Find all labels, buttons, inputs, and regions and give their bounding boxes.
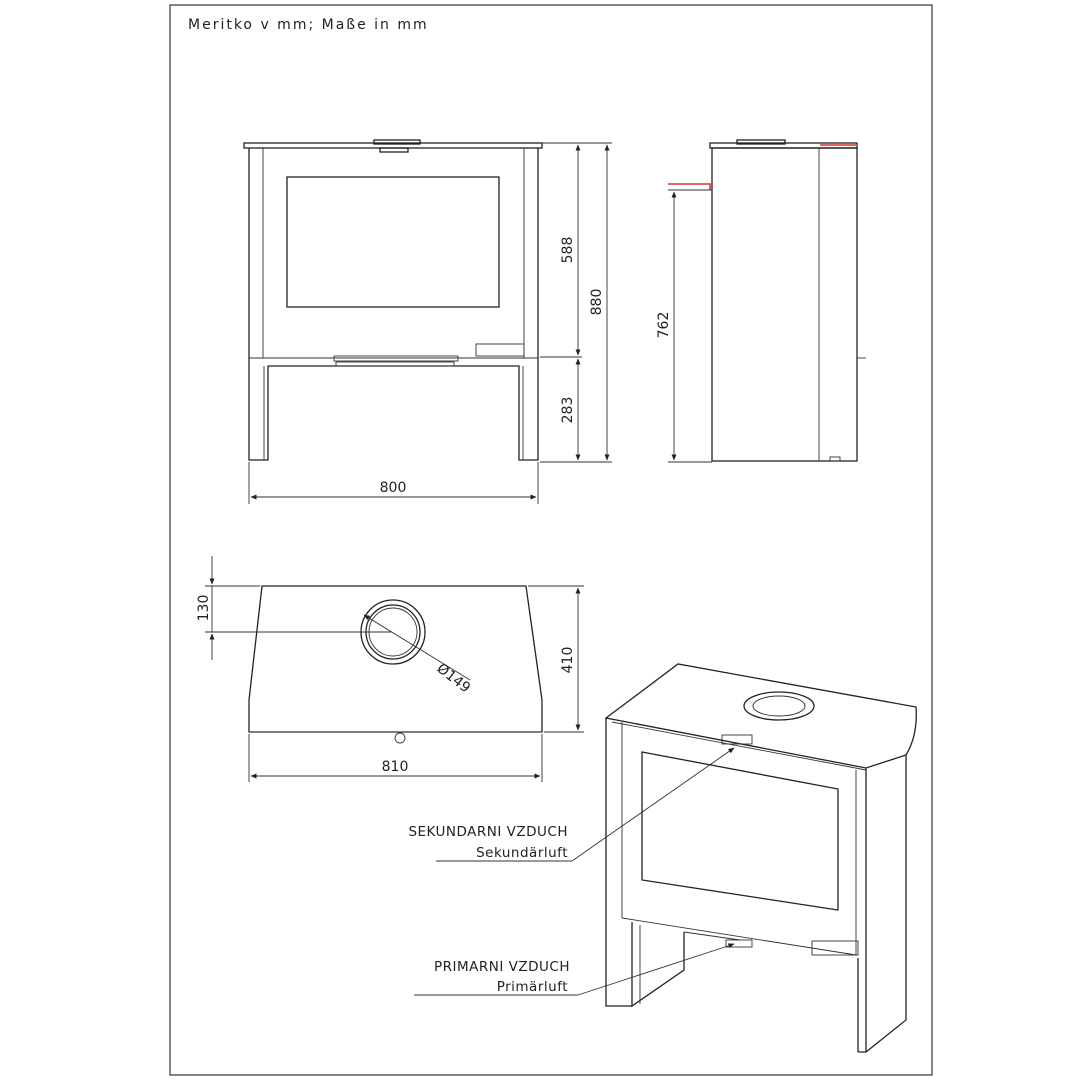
- secondary-air-label-cz: SEKUNDARNI VZDUCH: [408, 824, 568, 840]
- flue-diameter-label: Ø149: [433, 660, 474, 697]
- isometric-view: [408, 664, 916, 1052]
- top-view: [196, 556, 584, 782]
- front-leg-height-label: 283: [560, 396, 576, 424]
- primary-air-label-de: Primärluft: [496, 979, 568, 995]
- flue-offset-label: 130: [196, 594, 212, 622]
- side-height-label: 762: [656, 311, 672, 339]
- front-body-height-label: 588: [560, 236, 576, 264]
- front-width-label: 800: [379, 480, 407, 496]
- drawing-frame: [170, 5, 932, 1075]
- side-view: [656, 140, 866, 462]
- top-depth-label: 410: [560, 646, 576, 674]
- secondary-air-label-de: Sekundärluft: [476, 845, 568, 861]
- front-total-height-label: 880: [589, 288, 605, 316]
- primary-air-label-cz: PRIMARNI VZDUCH: [434, 959, 570, 975]
- scale-note: Meritko v mm; Maße in mm: [188, 17, 429, 33]
- top-width-label: 810: [381, 759, 409, 775]
- red-marker-top: [668, 184, 710, 190]
- front-view: [244, 140, 612, 504]
